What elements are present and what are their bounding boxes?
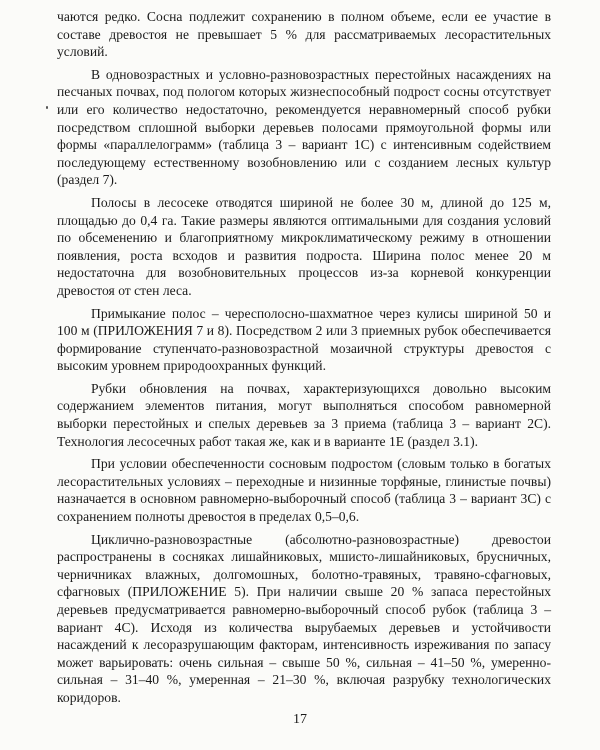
paragraph: чаются редко. Сосна подлежит сохранению в полном объеме, если ее участие в составе древостоя не превышает 5 % для рассматриваемых лесорастительных условий.: [57, 9, 551, 60]
body-text: [57, 8, 551, 712]
paragraph: В одновозрастных и условно-разновозрастных перестойных насаждениях на песчаных почвах, под пологом которых жизнеспособный подрост сосны отсутствует или его количество недостаточно, рекомендуется неравномерный способ рубки посредством сплошной выборки деревьев полосами прямоугольной формы или формы «параллелограмм» (таблица 3 – вариант 1С) с интенсивным содействием последующему естественному возобновлению или с созданием лесных культур (раздел 7).: [57, 66, 551, 188]
paragraph: Циклично-разновозрастные (абсолютно-разновозрастные) древостои распространены в сосняках лишайниковых, мшисто-лишайниковых, брусничных, черничниках влажных, долгомошных, болотно-травяных, травяно-сфагновых, сфагновых (ПРИЛОЖЕНИЕ 5). При наличии свыше 20 % запаса перестойных деревьев предусматривается равномерно-выборочный способ рубок (таблица 3 – вариант 4С). Исходя из количества вырубаемых деревьев и устойчивости насаждений к лесоразрушающим факторам, интенсивность изреживания по запасу может варьировать: очень сильная – свыше 50 %, сильная – 41–50 %, умеренно-сильная – 31–40 %, умеренная – 21–30 %, включая разрубку технологических коридоров.: [57, 531, 551, 705]
paragraph: Примыкание полос – чересполосно-шахматное через кулисы шириной 50 и 100 м (ПРИЛОЖЕНИЯ 7 и 8). Посредством 2 или 3 приемных рубок обеспечивается формирование ступенчато-разновозрастной мозаичной структуры древостоя с высоким уровнем природоохранных функций.: [57, 305, 551, 374]
page-number: 17: [293, 712, 307, 727]
paragraph: При условии обеспеченности сосновым подростом (словым только в богатых лесорастительных условиях – переходные и низинные торфяные, глинистые почвы) назначается в основном равномерно-выборочный способ (таблица 3 – вариант 3С) с сохранением полноты древостоя в пределах 0,5–0,6.: [57, 456, 551, 525]
scan-speck: [46, 106, 48, 109]
paragraph: Полосы в лесосеке отводятся шириной не более 30 м, длиной до 125 м, площадью до 0,4 га. Такие размеры являются оптимальными для создания условий по обсеменению и благоприятному микроклиматическому режиму в отношении появления, роста всходов и развития подроста. Ширина полос менее 20 м недостаточна для возобновительных процессов из-за корневой конкуренции древостоя от стен леса.: [57, 194, 551, 298]
paragraph: Рубки обновления на почвах, характеризующихся довольно высоким содержанием элементов питания, могут выполняться способом равномерной выборки перестойных и спелых деревьев за 3 приема (таблица 3 – вариант 2С). Технология лесосечных работ такая же, как и в варианте 1Е (раздел 3.1).: [57, 380, 551, 449]
